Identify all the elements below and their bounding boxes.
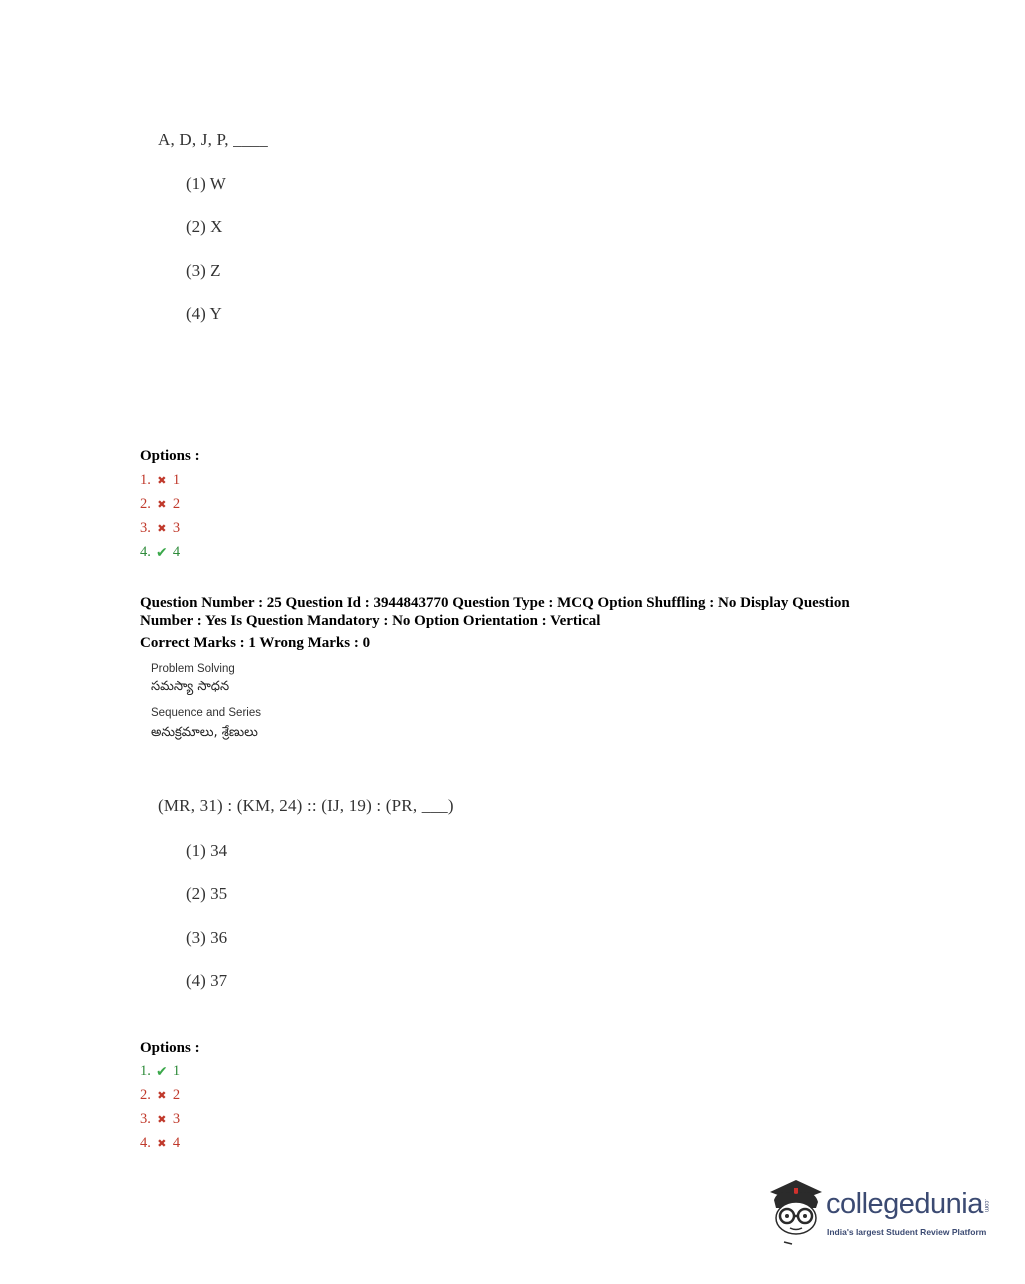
question-text: (MR, 31) : (KM, 24) :: (IJ, 19) : (PR, ___) — [158, 796, 454, 815]
options-heading: Options : — [140, 1040, 200, 1056]
question-choice: (1) 34 — [186, 841, 228, 860]
question-text: A, D, J, P, ____ — [158, 130, 268, 149]
answer-option — [140, 1063, 180, 1080]
option-number: 4. — [140, 1135, 151, 1151]
brand-tagline: India's largest Student Review Platform — [827, 1227, 987, 1237]
check-icon: ✔ — [156, 544, 168, 561]
option-number: 3. — [140, 1111, 151, 1127]
question-meta-line: Question Number : 25 Question Id : 3944843770 Question Type : MCQ Option Shuffling : No Display Question — [140, 595, 850, 611]
option-value: 2 — [172, 496, 181, 512]
answer-option — [140, 1135, 180, 1152]
category-telugu: సమస్యా సాధన — [151, 679, 230, 694]
answer-option — [140, 472, 180, 489]
option-number: 3. — [140, 520, 151, 536]
mascot-logo-icon — [766, 1178, 826, 1246]
option-number: 2. — [140, 1087, 151, 1103]
marks-line: Correct Marks : 1 Wrong Marks : 0 — [140, 635, 371, 651]
option-value: 3 — [172, 1111, 181, 1127]
option-number: 4. — [140, 544, 151, 560]
option-value: 4 — [172, 1135, 181, 1151]
question-choice: (3) 36 — [186, 928, 228, 947]
question-meta-line: Number : Yes Is Question Mandatory : No Option Orientation : Vertical — [140, 613, 601, 629]
cross-icon: ✖ — [157, 1113, 167, 1126]
answer-option — [140, 1111, 180, 1128]
cross-icon: ✖ — [157, 1089, 167, 1102]
option-number: 1. — [140, 472, 151, 488]
cross-icon: ✖ — [157, 474, 167, 487]
question-choice: (3) Z — [186, 261, 221, 280]
option-value: 3 — [172, 520, 181, 536]
answer-option — [140, 496, 180, 513]
option-number: 2. — [140, 496, 151, 512]
question-choice: (4) Y — [186, 304, 222, 323]
category-telugu: అనుక్రమాలు, శ్రేణులు — [151, 725, 258, 740]
options-heading: Options : — [140, 448, 200, 464]
brand-name: collegedunia — [826, 1188, 983, 1220]
cross-icon: ✖ — [157, 522, 167, 535]
question-choice: (2) 35 — [186, 884, 228, 903]
question-choice: (4) 37 — [186, 971, 228, 990]
option-number: 1. — [140, 1063, 151, 1079]
question-choice: (2) X — [186, 217, 223, 236]
category-english: Problem Solving — [151, 663, 235, 675]
cross-icon: ✖ — [157, 498, 167, 511]
answer-option — [140, 544, 180, 561]
question-choice: (1) W — [186, 174, 226, 193]
option-value: 2 — [172, 1087, 181, 1103]
brand-domain: .com — [983, 1199, 989, 1213]
category-english: Sequence and Series — [151, 707, 261, 719]
option-value: 4 — [172, 544, 181, 560]
answer-option — [140, 520, 180, 537]
answer-option — [140, 1087, 180, 1104]
cross-icon: ✖ — [157, 1137, 167, 1150]
option-value: 1 — [172, 472, 181, 488]
check-icon: ✔ — [156, 1063, 168, 1080]
option-value: 1 — [172, 1063, 181, 1079]
